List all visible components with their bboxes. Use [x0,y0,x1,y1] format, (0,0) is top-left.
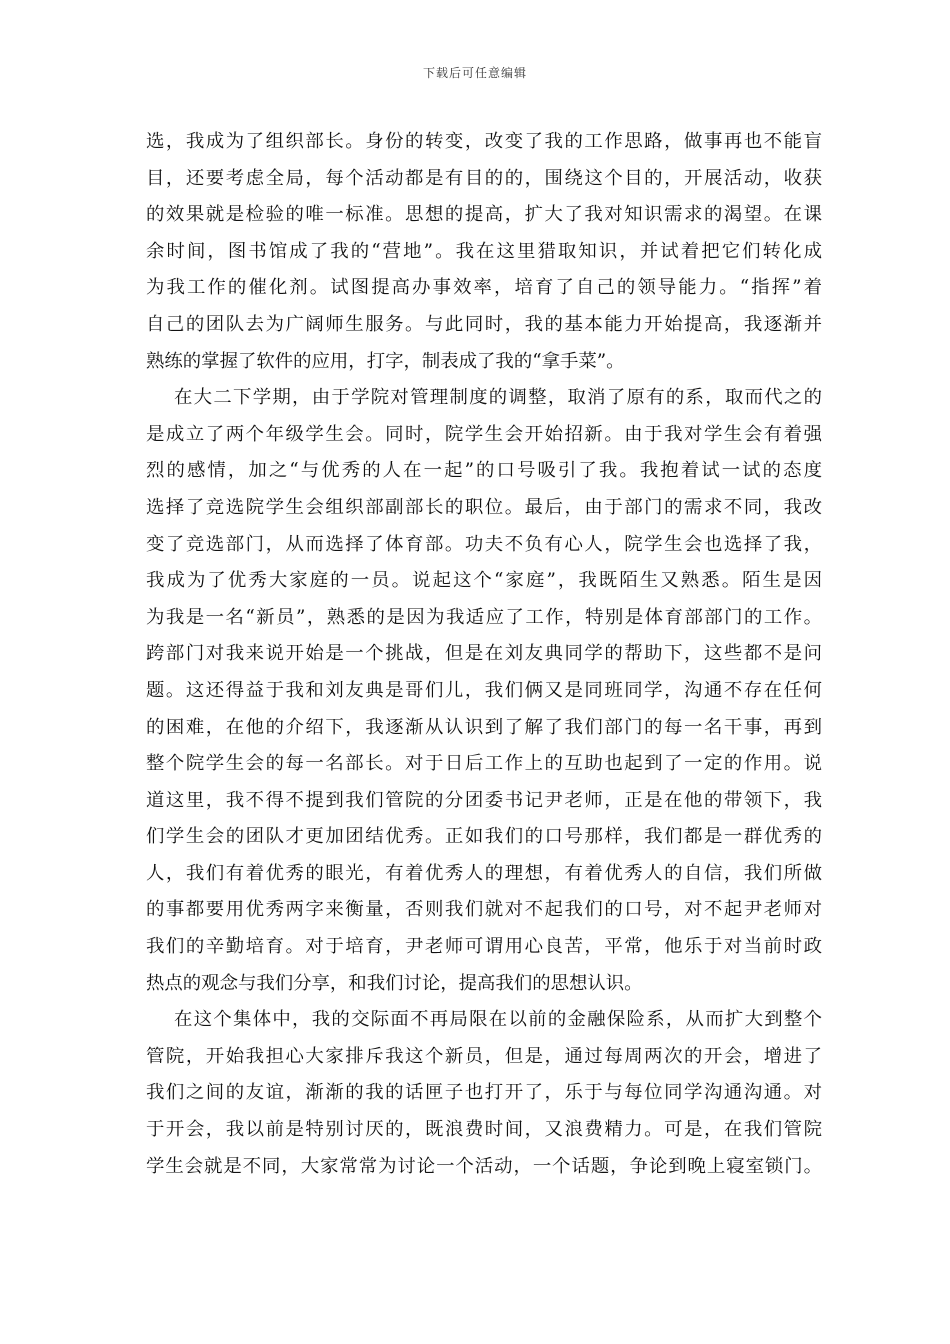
text-line: 的困难，在他的介绍下，我逐渐从认识到了解了我们部门的每一名干事，再到 [146,716,822,738]
text-line: 题。这还得益于我和刘友典是哥们儿，我们俩又是同班同学，沟通不存在任何 [146,679,822,701]
text-line: 熟练的掌握了软件的应用，打字，制表成了我的“拿手菜”。 [146,350,625,372]
text-line: 的效果就是检验的唯一标准。思想的提高，扩大了我对知识需求的渴望。在课 [146,204,822,226]
text-line: 在这个集体中，我的交际面不再局限在以前的金融保险系，从而扩大到整个 [174,1009,822,1031]
text-line: 学生会就是不同，大家常常为讨论一个活动，一个话题，争论到晚上寝室锁门。 [146,1155,822,1177]
text-line: 选择了竞选院学生会组织部副部长的职位。最后，由于部门的需求不同，我改 [146,496,822,518]
text-line: 为我工作的催化剂。试图提高办事效率，培育了自己的领导能力。“指挥”着 [146,277,822,299]
text-line: 变了竞选部门，从而选择了体育部。功夫不负有心人，院学生会也选择了我， [146,533,822,555]
text-line: 跨部门对我来说开始是一个挑战，但是在刘友典同学的帮助下，这些都不是问 [146,643,822,665]
text-line: 余时间，图书馆成了我的“营地”。我在这里猎取知识，并试着把它们转化成 [146,240,822,262]
text-line: 为我是一名“新员”，熟悉的是因为我适应了工作，特别是体育部部门的工作。 [146,606,822,628]
header-note: 下载后可任意编辑 [422,66,527,80]
text-line: 的事都要用优秀两字来衡量，否则我们就对不起我们的口号，对不起尹老师对 [146,899,822,921]
text-line: 目，还要考虑全局，每个活动都是有目的的，围绕这个目的，开展活动，收获 [146,167,822,189]
text-line: 在大二下学期，由于学院对管理制度的调整，取消了原有的系，取而代之的 [174,387,822,409]
text-line: 整个院学生会的每一名部长。对于日后工作上的互助也起到了一定的作用。说 [146,753,822,775]
text-line: 我成为了优秀大家庭的一员。说起这个“家庭”，我既陌生又熟悉。陌生是因 [146,570,822,592]
text-line: 人，我们有着优秀的眼光，有着优秀人的理想，有着优秀人的自信，我们所做 [146,862,822,884]
text-line: 热点的观念与我们分享，和我们讨论，提高我们的思想认识。 [146,972,643,994]
text-line: 选，我成为了组织部长。身份的转变，改变了我的工作思路，做事再也不能盲 [146,131,822,152]
text-line: 于开会，我以前是特别讨厌的，既浪费时间，又浪费精力。可是，在我们管院 [146,1119,822,1141]
body-text [146,124,822,1185]
text-line: 道这里，我不得不提到我们管院的分团委书记尹老师，正是在他的带领下，我 [146,789,822,811]
text-line: 管院，开始我担心大家排斥我这个新员，但是，通过每周两次的开会，增进了 [146,1045,822,1067]
text-line: 自己的团队去为广阔师生服务。与此同时，我的基本能力开始提高，我逐渐并 [146,313,822,335]
text-line: 是成立了两个年级学生会。同时，院学生会开始招新。由于我对学生会有着强 [146,423,822,445]
text-line: 烈的感情，加之“与优秀的人在一起”的口号吸引了我。我抱着试一试的态度 [146,460,822,482]
text-line: 们学生会的团队才更加团结优秀。正如我们的口号那样，我们都是一群优秀的 [146,826,822,848]
text-line: 我们的辛勤培育。对于培育，尹老师可谓用心良苦，平常，他乐于对当前时政 [146,936,822,958]
text-line: 我们之间的友谊，渐渐的我的话匣子也打开了，乐于与每位同学沟通沟通。对 [146,1082,822,1104]
